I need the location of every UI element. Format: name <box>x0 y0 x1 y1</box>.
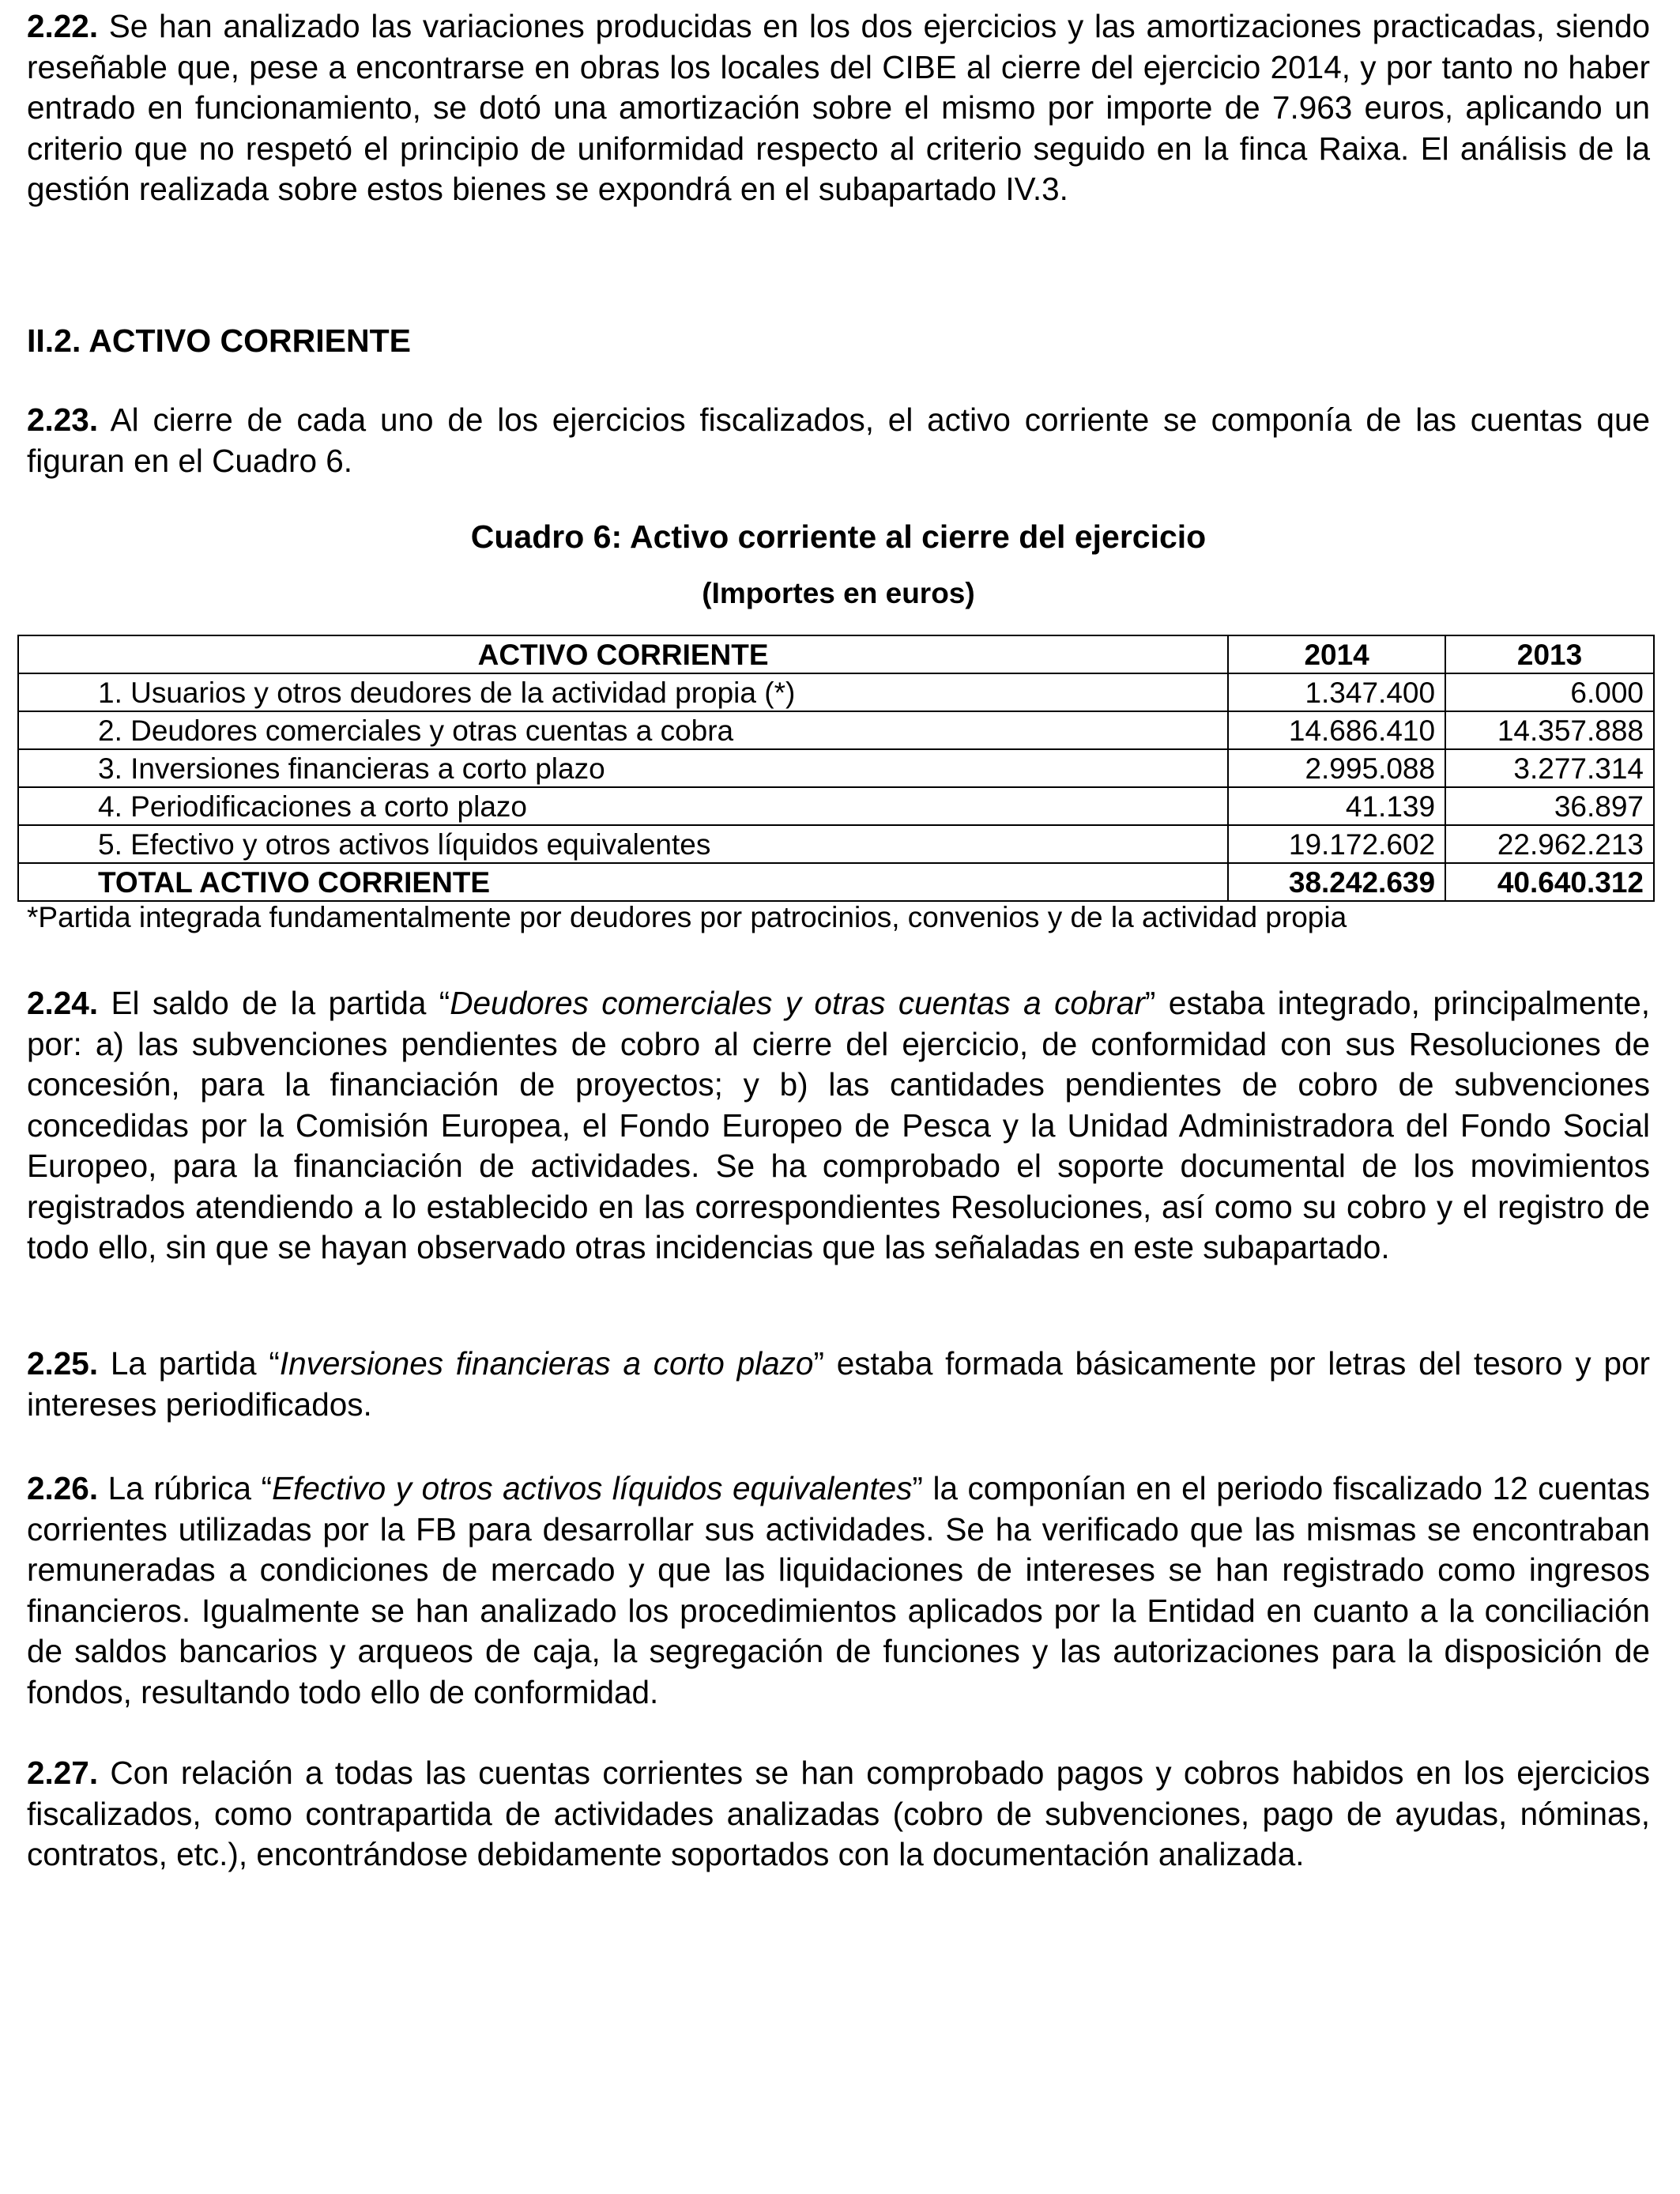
column-header-2014: 2014 <box>1228 635 1445 673</box>
table-total-row <box>18 863 1654 901</box>
total-label: TOTAL ACTIVO CORRIENTE <box>18 863 1228 901</box>
table-title: Cuadro 6: Activo corriente al cierre del ejercicio <box>470 518 1207 555</box>
value-2013: 22.962.213 <box>1445 825 1654 863</box>
paragraph-number: 2.25. <box>27 1345 99 1382</box>
paragraph-2-27 <box>27 1753 1650 1875</box>
row-label: 1. Usuarios y otros deudores de la actividad propia (*) <box>18 673 1228 711</box>
table-row <box>18 825 1654 863</box>
value-2014: 14.686.410 <box>1228 711 1445 749</box>
section-heading: II.2. ACTIVO CORRIENTE <box>27 322 411 359</box>
paragraph-2-23 <box>27 400 1650 481</box>
table-footnote: *Partida integrada fundamentalmente por deudores por patrocinios, convenios y de la actividad propia <box>27 901 1347 933</box>
table-row <box>18 749 1654 787</box>
row-label: 3. Inversiones financieras a corto plazo <box>18 749 1228 787</box>
paragraph-text: Se han analizado las variaciones producidas en los dos ejercicios y las amortizaciones practicadas, siendo reseñable que, pese a encontrarse en obras los locales del CIBE al cierre del ejercicio 2014, y por tanto no haber entrado en funcionamiento, se dotó una amortización sobre el mismo por importe de 7.963 euros, aplicando un criterio que no respetó el principio de uniformidad respecto al criterio seguido en la finca Raixa. El análisis de la gestión realizada sobre estos bienes se expondrá en el subapartado IV.3. <box>27 8 1650 207</box>
value-2014: 2.995.088 <box>1228 749 1445 787</box>
paragraph-italic-term: Efectivo y otros activos líquidos equivalentes <box>272 1470 913 1506</box>
value-2013: 36.897 <box>1445 787 1654 825</box>
paragraph-italic-term: Inversiones financieras a corto plazo <box>279 1345 814 1382</box>
paragraph-text-pre: La partida “ <box>98 1345 280 1382</box>
paragraph-text-post: ” estaba formada básicamente por letras del tesoro y por intereses periodificados. <box>27 1345 1650 1423</box>
value-2013: 6.000 <box>1445 673 1654 711</box>
table-row <box>18 711 1654 749</box>
paragraph-2-22 <box>27 6 1650 210</box>
total-2013: 40.640.312 <box>1445 863 1654 901</box>
column-header-concept: ACTIVO CORRIENTE <box>18 635 1228 673</box>
paragraph-text: Al cierre de cada uno de los ejercicios fiscalizados, el activo corriente se componía de las cuentas que figuran en el Cuadro 6. <box>27 401 1650 479</box>
table-subtitle: (Importes en euros) <box>702 577 975 609</box>
paragraph-number: 2.24. <box>27 985 99 1021</box>
paragraph-number: 2.26. <box>27 1470 99 1506</box>
paragraph-2-26 <box>27 1468 1650 1713</box>
value-2014: 19.172.602 <box>1228 825 1445 863</box>
paragraph-text-pre: La rúbrica “ <box>98 1470 273 1506</box>
activo-corriente-table <box>17 635 1655 902</box>
table-header-row <box>18 635 1654 673</box>
column-header-2013: 2013 <box>1445 635 1654 673</box>
total-2014: 38.242.639 <box>1228 863 1445 901</box>
paragraph-text-pre: El saldo de la partida “ <box>98 985 450 1021</box>
value-2013: 14.357.888 <box>1445 711 1654 749</box>
paragraph-2-24 <box>27 983 1650 1269</box>
paragraph-number: 2.27. <box>27 1755 99 1791</box>
paragraph-2-25 <box>27 1344 1650 1425</box>
paragraph-text-post: ” la componían en el periodo fiscalizado 12 cuentas corrientes utilizadas por la FB para desarrollar sus actividades. Se ha verificado que las mismas se encontraban remuneradas a condiciones de mercado y que las liquidaciones de intereses se han registrado como ingresos financieros. Igualmente se han analizado los procedimientos aplicados por la Entidad en cuanto a la conciliación de saldos bancarios y arqueos de caja, la segregación de funciones y las autorizaciones para la disposición de fondos, resultando todo ello de conformidad. <box>27 1470 1651 1710</box>
row-label: 4. Periodificaciones a corto plazo <box>18 787 1228 825</box>
paragraph-text-post: ” estaba integrado, principalmente, por: a) las subvenciones pendientes de cobro al cierre del ejercicio, de conformidad con sus Resoluciones de concesión, para la financiación de proyectos; y b) las cantidades pendientes de cobro de subvenciones concedidas por la Comisión Europea, el Fondo Europeo de Pesca y la Unidad Administradora del Fondo Social Europeo, para la financiación de actividades. Se ha comprobado el soporte documental de los movimientos registrados atendiendo a lo establecido en las correspondientes Resoluciones, así como su cobro y el registro de todo ello, sin que se hayan observado otras incidencias que las señaladas en este subapartado. <box>27 985 1650 1265</box>
row-label: 2. Deudores comerciales y otras cuentas a cobra <box>18 711 1228 749</box>
value-2014: 1.347.400 <box>1228 673 1445 711</box>
value-2013: 3.277.314 <box>1445 749 1654 787</box>
row-label: 5. Efectivo y otros activos líquidos equivalentes <box>18 825 1228 863</box>
paragraph-text: Con relación a todas las cuentas corrientes se han comprobado pagos y cobros habidos en los ejercicios fiscalizados, como contrapartida de actividades analizadas (cobro de subvenciones, pago de ayudas, nóminas, contratos, etc.), encontrándose debidamente soportados con la documentación analizada. <box>27 1755 1650 1872</box>
paragraph-number: 2.23. <box>27 401 99 438</box>
table-row <box>18 787 1654 825</box>
value-2014: 41.139 <box>1228 787 1445 825</box>
table-row <box>18 673 1654 711</box>
paragraph-number: 2.22. <box>27 8 99 44</box>
paragraph-italic-term: Deudores comerciales y otras cuentas a cobrar <box>450 985 1145 1021</box>
